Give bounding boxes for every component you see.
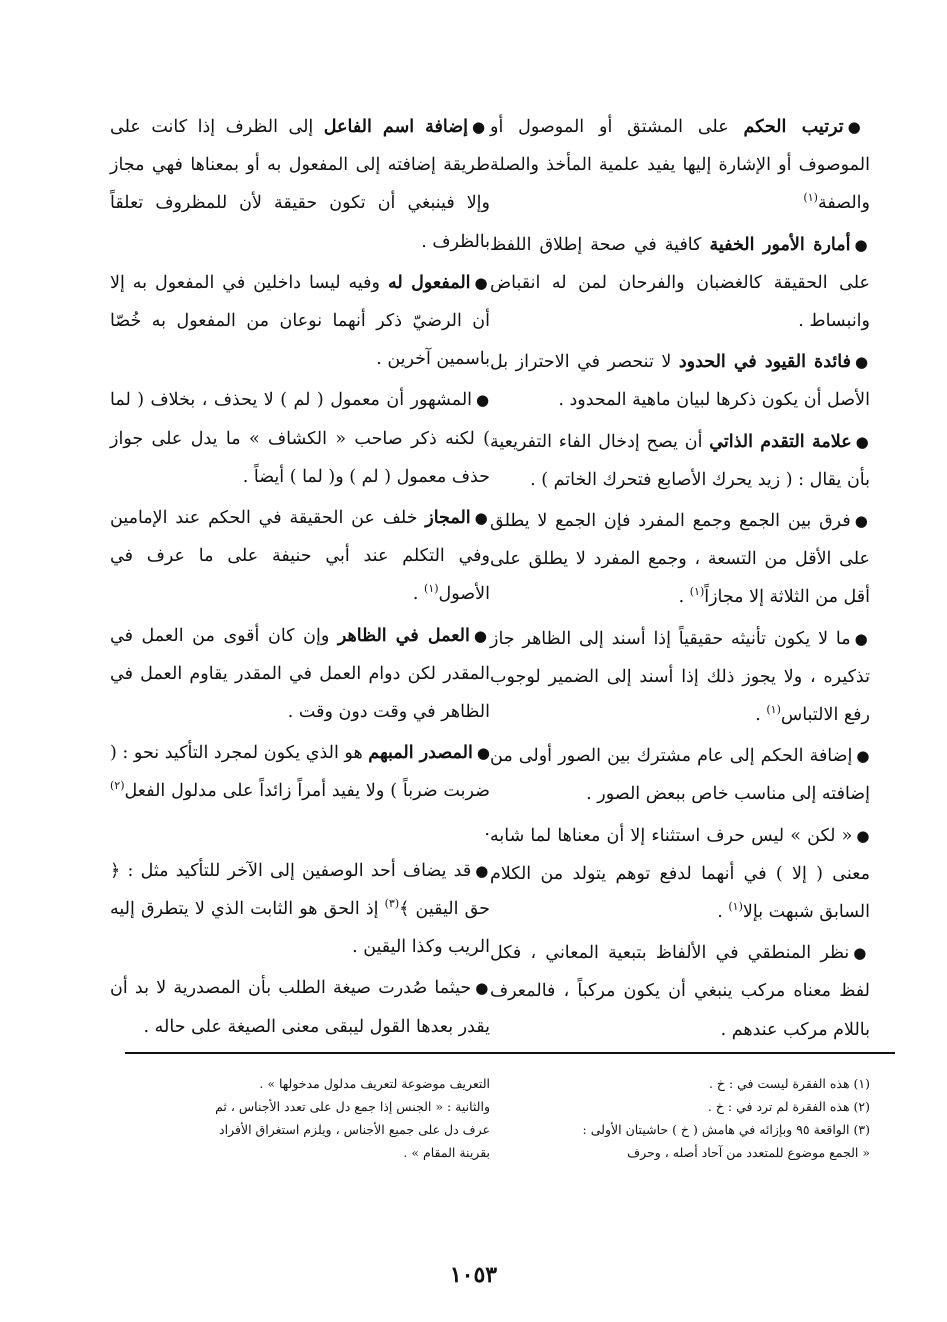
entry-head: المفعول له	[387, 272, 471, 293]
entry-text: « لكن » ليس حرف استثناء إلا أن معناها لما شابه معنى ( إلا ) في أنهما لدفع توهم يتولد من الكلام السابق شبهت بإلا	[490, 825, 870, 923]
footnote-line: « الجمع موضوع للمتعدد من آحاد أصله ، وحرف	[627, 1145, 870, 1160]
entry-paragraph	[110, 381, 490, 496]
footnote-ref: (١)	[803, 191, 818, 205]
entry-text: إضافة الحكم إلى عام مشترك بين الصور أولى من إضافته إلى مناسب خاص ببعض الصور .	[490, 746, 870, 805]
entry-text: كافية في صحة إطلاق اللفظ على الحقيقة كالغضبان والفرحان لمن له انقباض وانبساط .	[490, 234, 870, 332]
bullet-icon: ●	[847, 118, 870, 136]
entry-paragraph	[110, 108, 490, 261]
footnote-ref: (١)	[424, 582, 439, 596]
entry-text: نظر المنطقي في الألفاظ بتبعية المعاني ، فكل لفظ معناه مركب ينبغي أن يكون مركباً ، فالمعرف باللام مركب عندهم .	[490, 943, 870, 1040]
entry-tail: .	[755, 705, 767, 726]
entry-text: وفيه ليسا داخلين في المفعول به إلا أن الرضيّ ذكر أنهما نوعان من المفعول به خُصّا باسمين آخرين .	[110, 272, 490, 370]
footnote-line: (٢) هذه الفقرة لم ترد في : خ .	[707, 1099, 870, 1114]
entry-text: ما لا يكون تأنيثه حقيقياً إذا أسند إلى الظاهر جاز تذكيره ، ولا يجوز ذلك إذا أسند إلى الضمير لوجوب رفع الالتباس	[490, 628, 870, 726]
footnote-ref: (٣)	[384, 897, 400, 911]
footnote-ref: (٢)	[110, 779, 125, 793]
entry-head: ترتيب الحكم	[743, 117, 844, 137]
entry-text: أن يصح إدخال الفاء التفريعية بأن يقال : ( زيد يحرك الأصابع فتحرك الخاتم ) .	[490, 431, 870, 490]
entry-paragraph	[490, 343, 870, 419]
footnote-ref: (١)	[728, 900, 743, 914]
entry-head: العمل في الظاهر	[337, 625, 470, 646]
bullet-icon: ●	[476, 391, 490, 410]
footnote-line: بقرينة المقام » .	[403, 1145, 490, 1160]
entry-paragraph	[490, 108, 870, 223]
entry-text: إلى الظرف إذا كانت على طريقة إضافته إلى المفعول به أو بمعناها فهي مجاز وإلا فينبغي أن تكون حقيقة لأن للمظروف تعلقاً بالظرف .	[110, 117, 490, 252]
entry-paragraph	[110, 264, 490, 379]
entry-tail: .	[484, 819, 490, 840]
footnote-line: عرف دل على جميع الأجناس ، ويلزم استغراق الأفراد	[219, 1122, 490, 1137]
entry-head: فائدة القيود في الحدود	[678, 352, 851, 373]
entry-text: وإن كان أقوى من العمل في المقدر لكن دوام العمل في المقدر يقاوم العمل في الظاهر في وقت دون وقت .	[110, 625, 490, 723]
bullet-icon: ●	[476, 744, 490, 763]
footnote-separator	[125, 1052, 895, 1054]
bullet-icon: ●	[854, 629, 870, 648]
right-column	[490, 108, 870, 1052]
entry-paragraph	[110, 617, 490, 732]
entry-paragraph	[110, 499, 490, 614]
entry-paragraph	[490, 620, 870, 735]
entry-head: أمارة الأمور الخفية	[709, 234, 851, 255]
bullet-icon: ●	[855, 432, 870, 451]
footnote-ref: (١)	[689, 585, 705, 599]
entry-tail: .	[678, 587, 690, 608]
footnotes-right	[490, 1072, 870, 1164]
entry-tail: إذ الحق هو الثابت الذي لا يتطرق إليه الريب وكذا اليقين .	[110, 899, 490, 958]
bullet-icon: ●	[475, 861, 490, 880]
entry-paragraph	[490, 423, 870, 499]
footnotes-left	[110, 1072, 490, 1164]
entry-paragraph	[490, 934, 870, 1049]
entry-text: حيثما صُدرت صيغة الطلب بأن المصدرية لا بد أن يقدر بعدها القول ليبقى معنى الصيغة على حاله .	[110, 978, 490, 1037]
bullet-icon: ●	[854, 353, 870, 372]
bullet-icon: ●	[471, 118, 491, 136]
entry-paragraph	[110, 969, 490, 1045]
entry-paragraph	[110, 852, 490, 967]
footnote-line: (١) هذه الفقرة ليست في : خ .	[708, 1076, 870, 1091]
entry-text: لا تنحصر في الاحتراز بل الأصل أن يكون ذكرها لبيان ماهية المحدود .	[490, 352, 870, 411]
bullet-icon: ●	[854, 512, 871, 531]
footnote-line: (٣) الواقعة ٩٥ وبإزائه في هامش ( خ ) حاشيتان الأولى :	[582, 1122, 870, 1137]
entry-head: إضافة اسم الفاعل	[323, 117, 468, 137]
footnote-line: التعريف موضوعة لتعريف مدلول مدخولها » .	[259, 1076, 490, 1091]
entry-text: خلف عن الحقيقة في الحكم عند الإمامين وفي التكلم عند أبي حنيفة على ما عرف في الأصول	[110, 508, 490, 605]
entry-paragraph	[490, 817, 870, 932]
bullet-icon: ●	[853, 944, 871, 963]
entry-paragraph	[110, 734, 490, 849]
entry-tail: .	[717, 902, 729, 923]
bullet-icon: ●	[854, 235, 871, 254]
entry-text: فرق بين الجمع وجمع المفرد فإن الجمع لا يطلق على الأقل من التسعة ، وجمع المفرد لا يطلق على أقل من الثلاثة إلا مجازاً	[490, 511, 870, 608]
entry-tail: .	[412, 584, 425, 605]
bullet-icon: ●	[473, 626, 490, 645]
entry-head: المصدر المبهم	[368, 743, 473, 764]
bullet-icon: ●	[474, 273, 490, 292]
entry-paragraph	[490, 502, 870, 617]
entry-text: على المشتق أو الموصول أو الموصوف أو الإشارة إليها يفيد علمية المأخذ والصلة والصفة	[490, 117, 870, 214]
bullet-icon: ●	[856, 826, 870, 845]
entry-paragraph	[490, 226, 870, 341]
entry-head: المجاز	[425, 508, 471, 529]
entry-text: قد يضاف أحد الوصفين إلى الآخر للتأكيد مثل : ﴿ حق اليقين ﴾	[110, 860, 490, 920]
footnote-ref: (١)	[766, 703, 781, 717]
bullet-icon: ●	[475, 979, 490, 998]
left-column	[110, 108, 490, 1049]
page-number: ١٠٥٣	[449, 1262, 498, 1288]
entry-text: هو الذي يكون لمجرد التأكيد نحو : ( ضربت ضرباً ) ولا يفيد أمراً زائداً على مدلول الفعل	[110, 743, 490, 802]
entry-text: المشهور أن معمول ( لم ) لا يحذف ، بخلاف ( لما ) لكنه ذكر صاحب « الكشاف » ما يدل على جواز حذف معمول ( لم ) و( لما ) أيضاً .	[110, 390, 490, 487]
entry-head: علامة التقدم الذاتي	[709, 431, 852, 452]
bullet-icon: ●	[474, 509, 490, 528]
entry-paragraph	[490, 737, 870, 813]
footnote-line: والثانية : « الجنس إذا جمع دل على تعدد الأجناس ، ثم	[215, 1099, 490, 1114]
bullet-icon: ●	[856, 747, 870, 766]
